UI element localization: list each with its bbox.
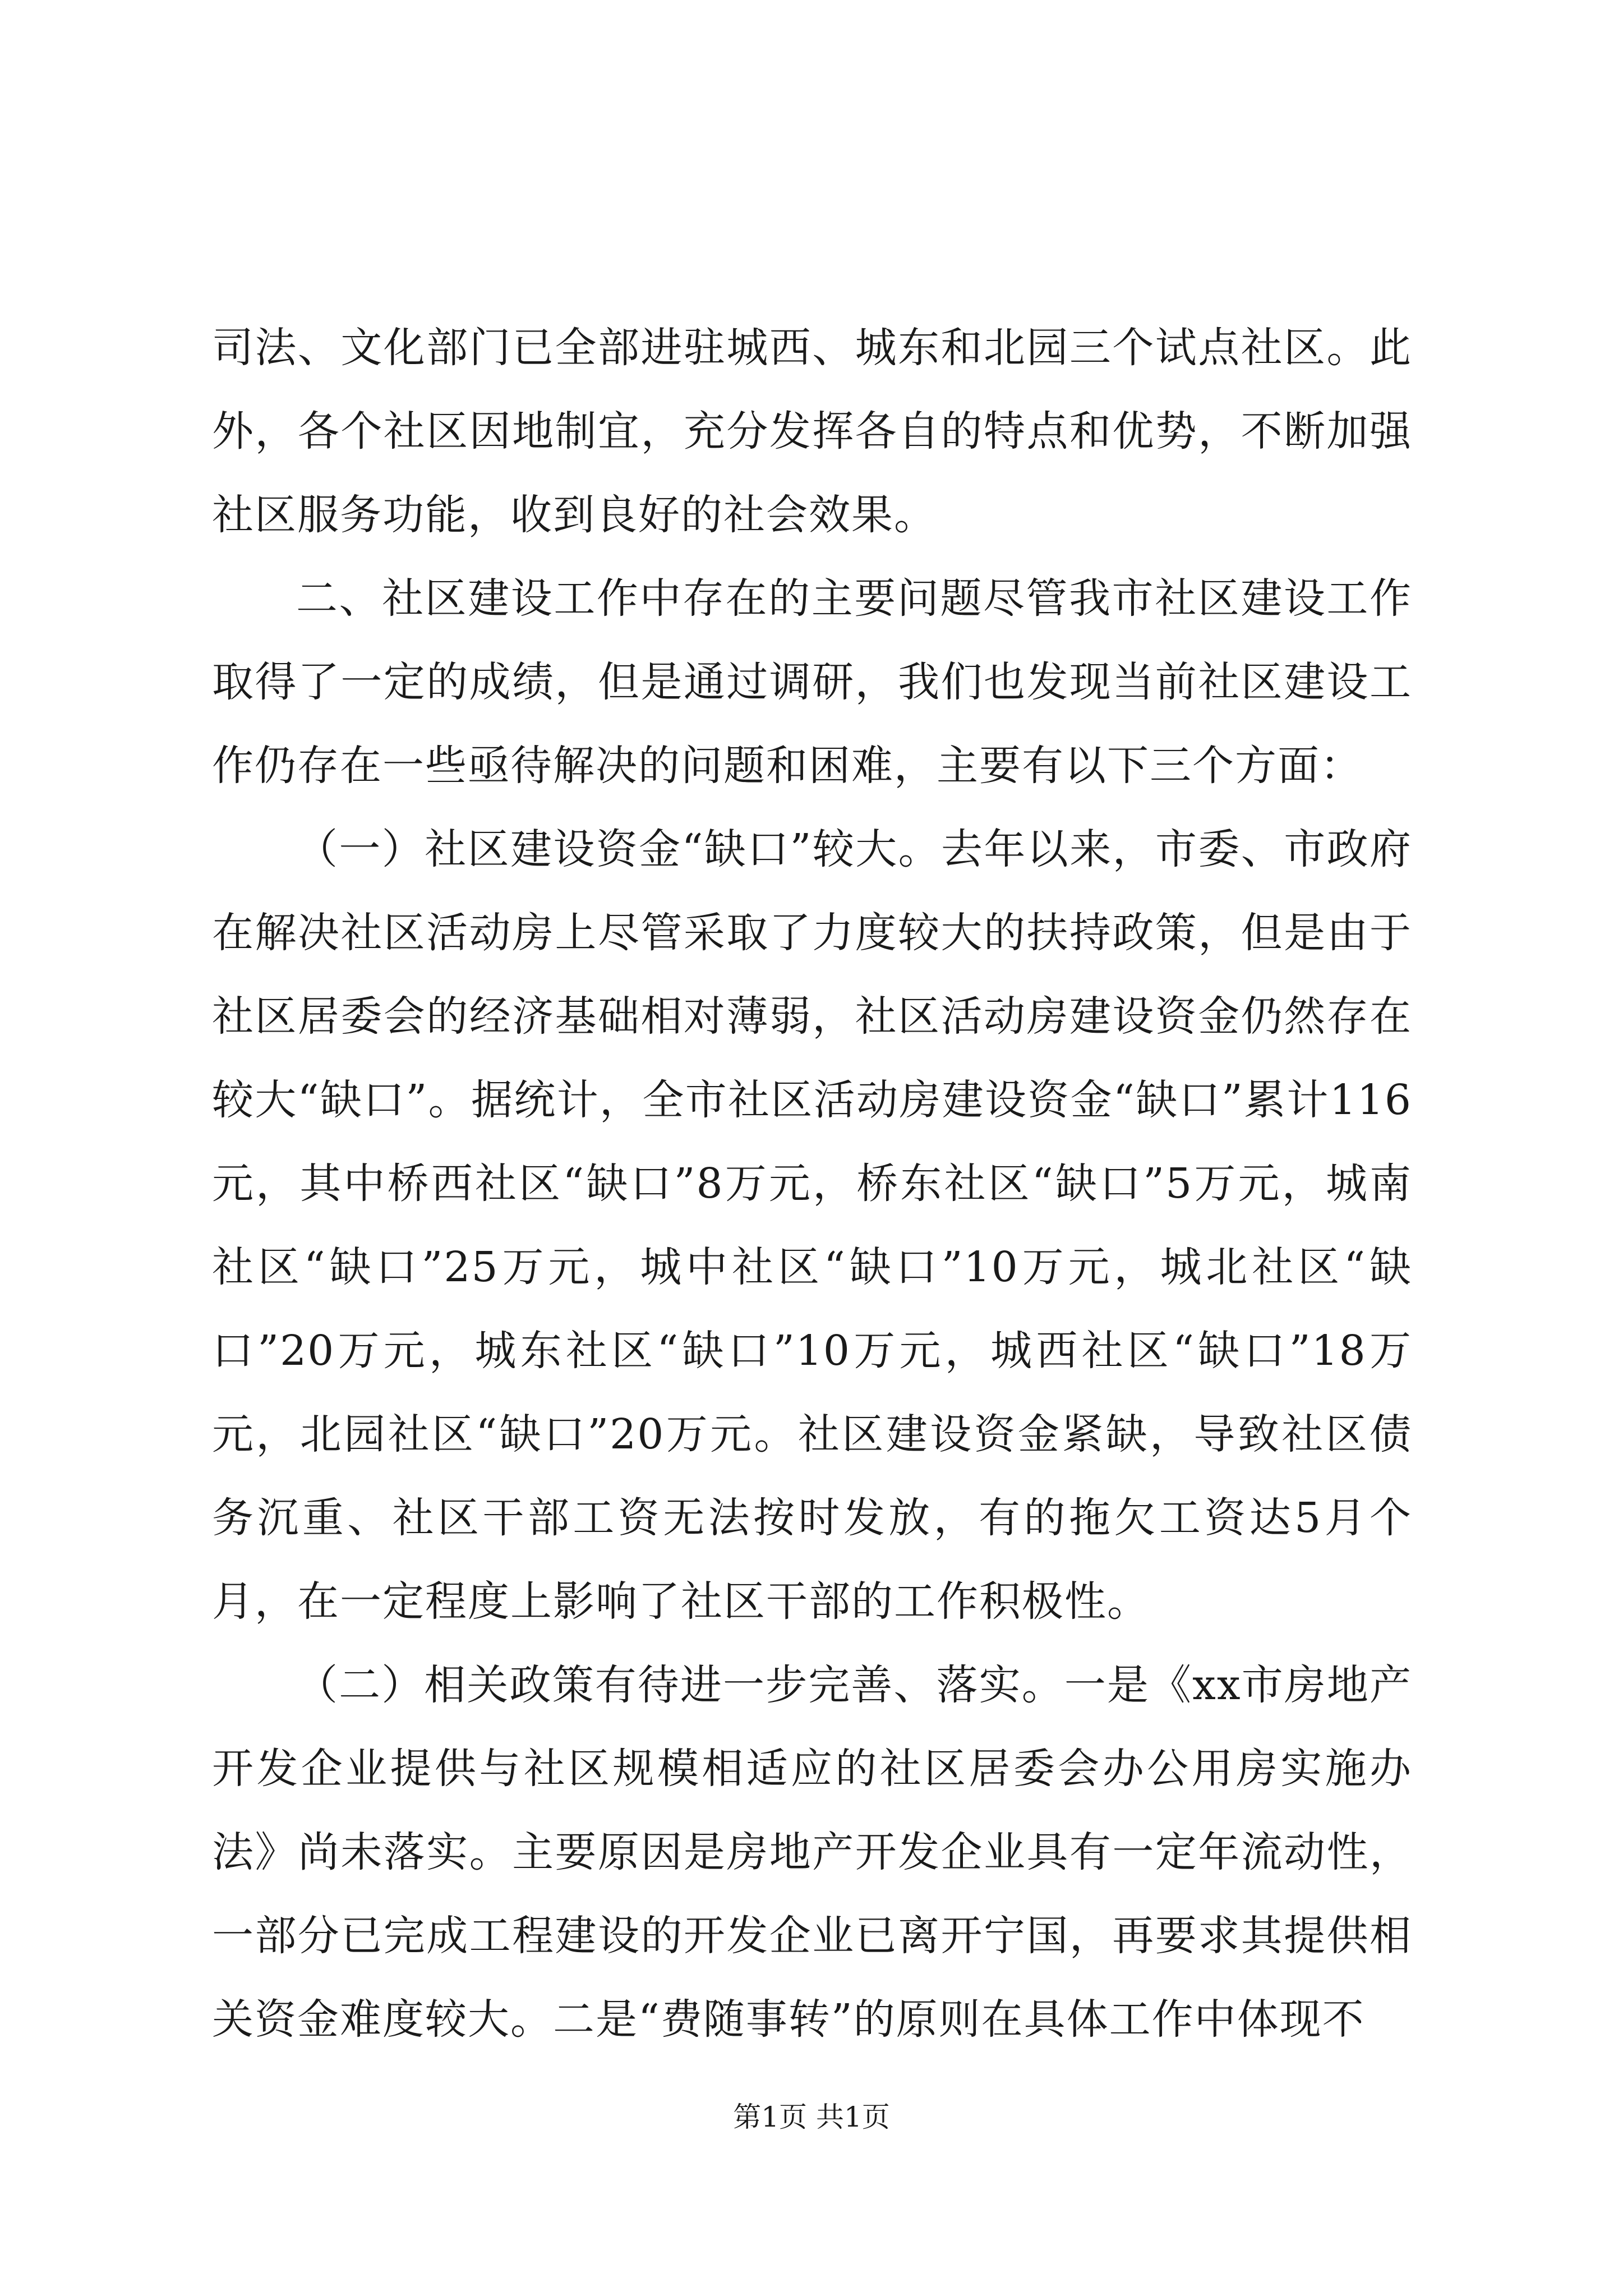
paragraph-policy: （二）相关政策有待进一步完善、落实。一是《xx市房地产开发企业提供与社区规模相适应的社区居委会办公用房实施办法》尚未落实。主要原因是房地产开发企业具有一定年流动性，一部分已完成工程建设的开发企业已离开宁国，再要求其提供相关资金难度较大。二是“费随事转”的原则在具体工作中体现不 bbox=[212, 1661, 1412, 2044]
paragraph-continuation: 司法、文化部门已全部进驻城西、城东和北园三个试点社区。此外，各个社区因地制宜，充分发挥各自的特点和优势，不断加强社区服务功能，收到良好的社会效果。 bbox=[212, 324, 1412, 539]
document-body bbox=[212, 306, 1412, 2062]
paragraph-funding-gap: （一）社区建设资金“缺口”较大。去年以来，市委、市政府在解决社区活动房上尽管采取了力度较大的扶持政策，但是由于社区居委会的经济基础相对薄弱，社区活动房建设资金仍然存在较大“缺口”。据统计，全市社区活动房建设资金“缺口”累计116元，其中桥西社区“缺口”8万元，桥东社区“缺口”5万元，城南社区“缺口”25万元，城中社区“缺口”10万元，城北社区“缺口”20万元，城东社区“缺口”10万元，城西社区“缺口”18万元，北园社区“缺口”20万元。社区建设资金紧缺，导致社区债务沉重、社区干部工资无法按时发放，有的拖欠工资达5月个月，在一定程度上影响了社区干部的工作积极性。 bbox=[212, 825, 1412, 1626]
paragraph-section-two: 二、社区建设工作中存在的主要问题尽管我市社区建设工作取得了一定的成绩，但是通过调研，我们也发现当前社区建设工作仍存在一些亟待解决的问题和困难，主要有以下三个方面： bbox=[212, 574, 1412, 790]
page-footer: 第1页 共1页 bbox=[733, 2101, 890, 2133]
